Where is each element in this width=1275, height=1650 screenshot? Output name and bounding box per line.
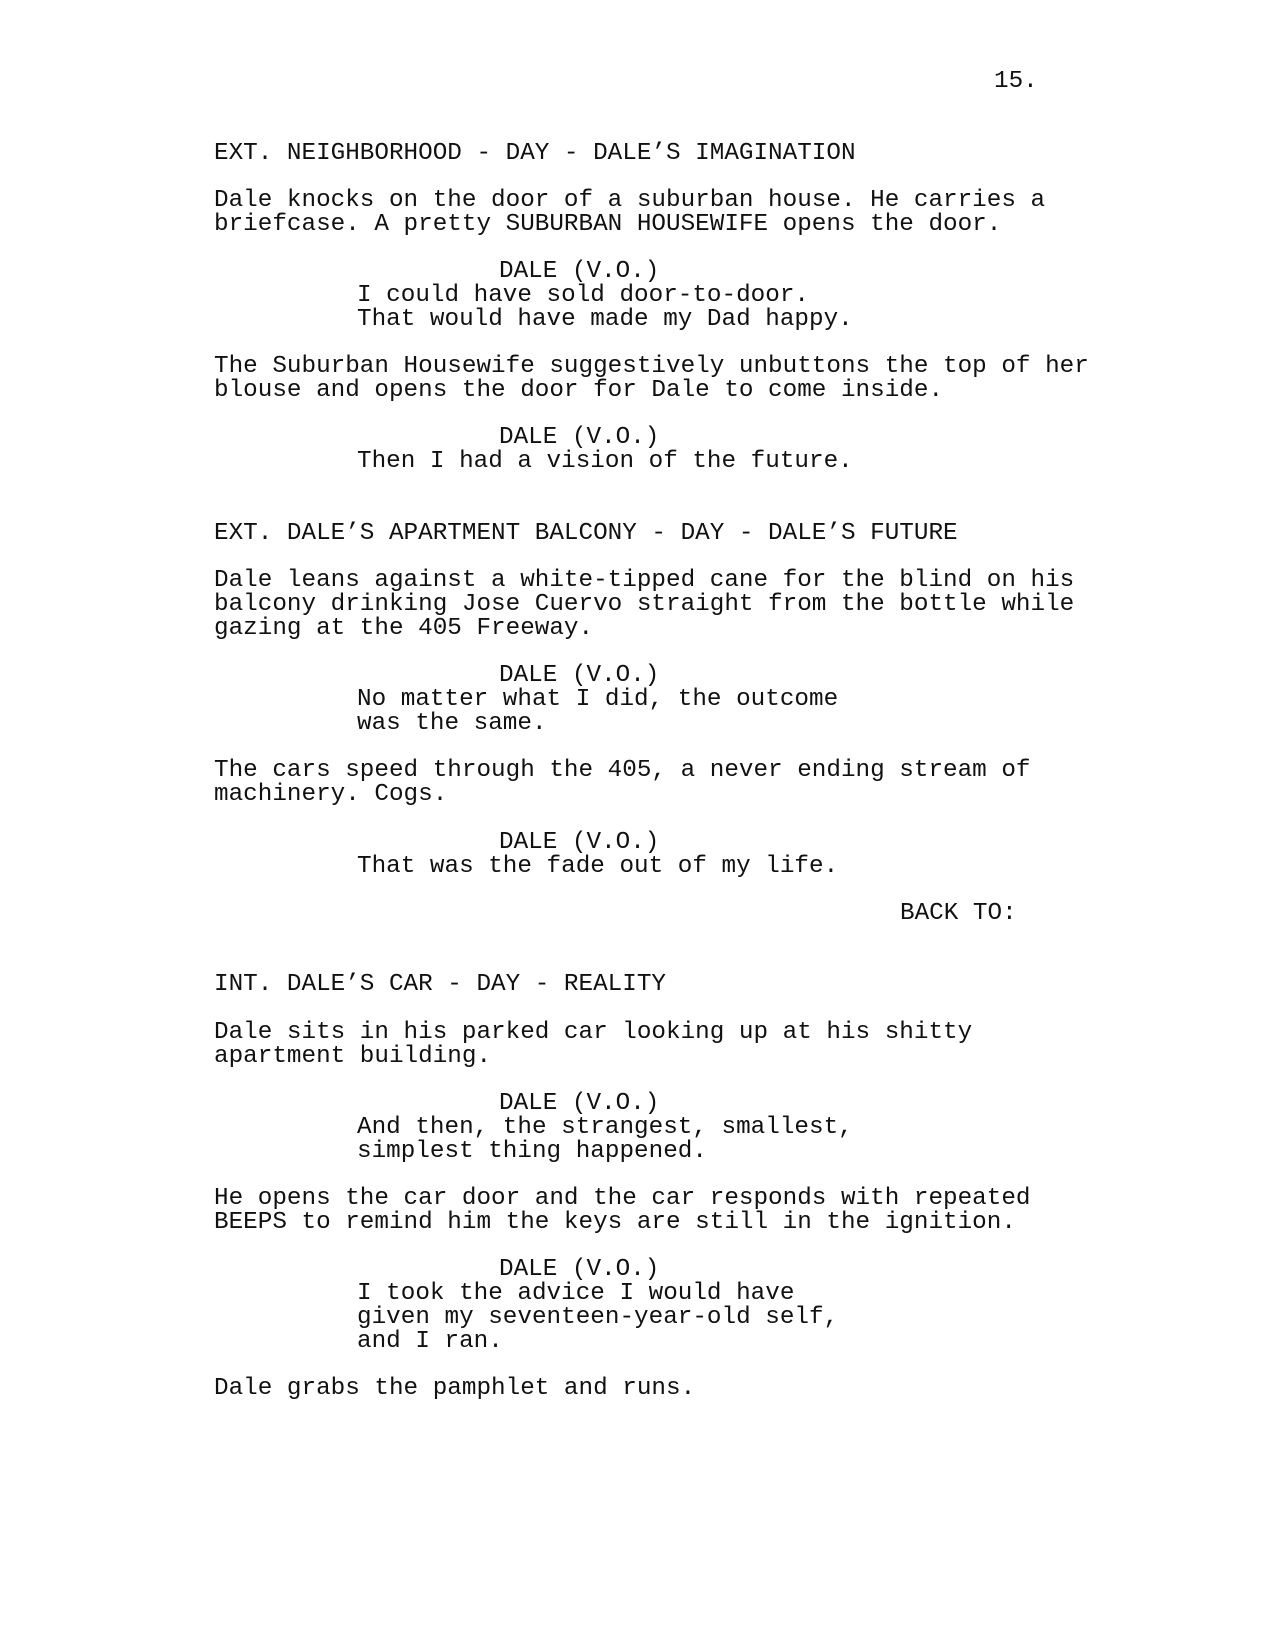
character-name: DALE (V.O.) <box>499 258 660 285</box>
character-name: DALE (V.O.) <box>499 662 660 689</box>
action-line: He opens the car door and the car responds with repeated <box>214 1185 1031 1212</box>
dialogue-line: was the same. <box>357 710 547 737</box>
action-line: Dale sits in his parked car looking up at his shitty <box>214 1019 973 1046</box>
dialogue-line: That would have made my Dad happy. <box>357 306 853 333</box>
character-name: DALE (V.O.) <box>499 829 660 856</box>
action-line: Dale grabs the pamphlet and runs. <box>214 1375 696 1402</box>
dialogue-line: I took the advice I would have <box>357 1280 795 1307</box>
action-line: machinery. Cogs. <box>214 781 448 808</box>
page-number: 15. <box>994 68 1038 95</box>
action-line: Dale knocks on the door of a suburban house. He carries a <box>214 187 1046 214</box>
transition: BACK TO: <box>900 900 1017 927</box>
action-line: BEEPS to remind him the keys are still in the ignition. <box>214 1209 1016 1236</box>
dialogue-line: given my seventeen-year-old self, <box>357 1304 839 1331</box>
character-name: DALE (V.O.) <box>499 1090 660 1117</box>
dialogue-line: I could have sold door-to-door. <box>357 282 809 309</box>
action-line: Dale leans against a white-tipped cane for the blind on his <box>214 567 1075 594</box>
dialogue-line: No matter what I did, the outcome <box>357 686 839 713</box>
dialogue-line: simplest thing happened. <box>357 1138 707 1165</box>
scene-heading: EXT. DALE’S APARTMENT BALCONY - DAY - DALE’S FUTURE <box>214 520 958 547</box>
dialogue-line: Then I had a vision of the future. <box>357 448 853 475</box>
dialogue-line: and I ran. <box>357 1328 503 1355</box>
character-name: DALE (V.O.) <box>499 1256 660 1283</box>
scene-heading: EXT. NEIGHBORHOOD - DAY - DALE’S IMAGINATION <box>214 140 856 167</box>
action-line: The Suburban Housewife suggestively unbuttons the top of her <box>214 353 1089 380</box>
action-line: balcony drinking Jose Cuervo straight from the bottle while <box>214 591 1075 618</box>
dialogue-line: And then, the strangest, smallest, <box>357 1114 853 1141</box>
action-line: apartment building. <box>214 1043 492 1070</box>
action-line: blouse and opens the door for Dale to come inside. <box>214 377 944 404</box>
action-line: The cars speed through the 405, a never ending stream of <box>214 757 1031 784</box>
dialogue-line: That was the fade out of my life. <box>357 853 839 880</box>
action-line: gazing at the 405 Freeway. <box>214 615 594 642</box>
scene-heading: INT. DALE’S CAR - DAY - REALITY <box>214 971 666 998</box>
action-line: briefcase. A pretty SUBURBAN HOUSEWIFE opens the door. <box>214 211 1002 238</box>
character-name: DALE (V.O.) <box>499 424 660 451</box>
